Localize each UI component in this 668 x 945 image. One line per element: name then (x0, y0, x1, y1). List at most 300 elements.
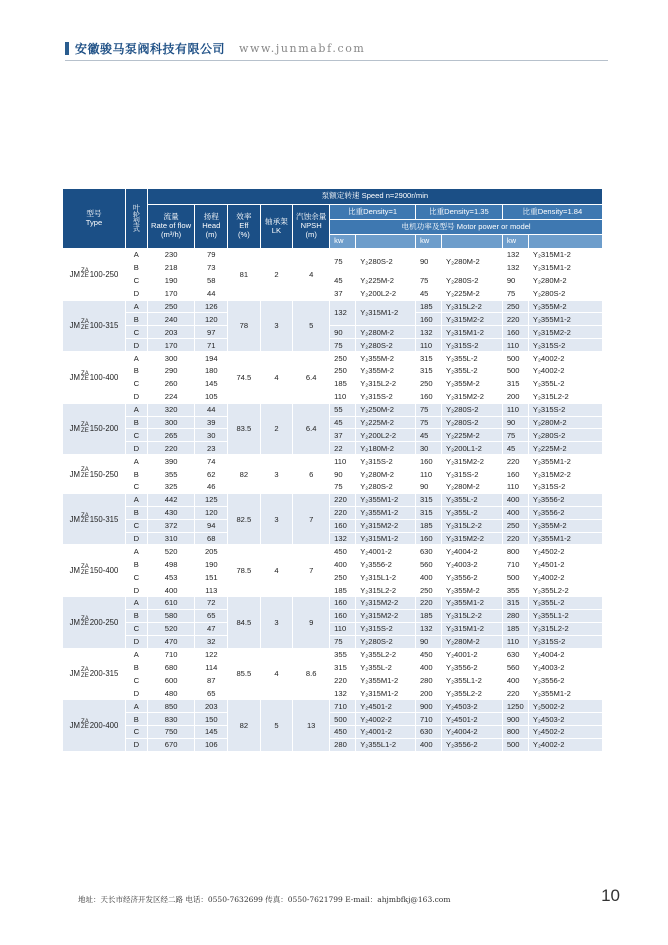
pump-model-size: 100-400 (89, 372, 119, 382)
impeller-type: A (125, 545, 147, 558)
pump-model-label (70, 269, 119, 280)
npsh-value: 6 (293, 455, 330, 494)
head: 74 (195, 455, 228, 468)
motor-model: Y₂3556-2 (442, 571, 503, 584)
motor-kw: 800 (502, 545, 528, 558)
flow-rate: 442 (147, 493, 195, 506)
npsh-value: 5 (293, 300, 330, 352)
motor-model: Y₂355M-2 (356, 365, 416, 378)
impeller-type: C (125, 377, 147, 390)
table-row (63, 493, 603, 506)
head: 145 (195, 377, 228, 390)
head: 145 (195, 725, 228, 738)
motor-kw: 45 (415, 287, 441, 300)
col-lk-header: 轴承架 LK (260, 205, 293, 249)
motor-model: Y₂355L2-2 (356, 648, 416, 661)
motor-kw: 110 (502, 481, 528, 494)
flow-rate: 580 (147, 609, 195, 622)
impeller-type: D (125, 584, 147, 597)
head: 68 (195, 532, 228, 545)
density3-header: 比重Density=1.84 (502, 205, 602, 220)
pump-model-label (70, 668, 119, 679)
pump-model-variant (81, 565, 89, 576)
motor-model: Y₂250M-2 (356, 403, 416, 416)
kw-header-2: kw (415, 235, 441, 249)
motor-model: Y₂315L2-2 (356, 584, 416, 597)
npsh-value: 9 (293, 597, 330, 649)
motor-model: Y₂225M-2 (442, 287, 503, 300)
flow-rate: 600 (147, 674, 195, 687)
motor-kw: 45 (330, 416, 356, 429)
motor-model: Y₂355M1-2 (356, 493, 416, 506)
impeller-type: B (125, 416, 147, 429)
motor-kw: 280 (415, 674, 441, 687)
head: 151 (195, 571, 228, 584)
motor-model: Y₂200L2-2 (356, 287, 416, 300)
flow-rate: 265 (147, 429, 195, 442)
motor-kw: 220 (330, 493, 356, 506)
head: 79 (195, 249, 228, 262)
head: 62 (195, 468, 228, 481)
table-row (63, 713, 603, 726)
motor-model: Y₂315M2-2 (442, 390, 503, 403)
pump-model-prefix: JM (69, 617, 81, 627)
motor-model: Y₂315L2-2 (528, 390, 602, 403)
motor-model: Y₂315S-2 (356, 455, 416, 468)
pump-model-variant-bottom: ZE (81, 376, 89, 383)
pump-model-variant-top: ZA (81, 467, 89, 474)
flow-rate: 218 (147, 261, 195, 274)
table-row (63, 365, 603, 378)
pump-model-prefix: JM (69, 720, 81, 730)
head: 120 (195, 313, 228, 326)
col-eff-header: 效率 Eff (%) (228, 205, 261, 249)
flow-rate: 170 (147, 339, 195, 352)
pump-model (63, 300, 126, 352)
pump-model-variant (81, 423, 89, 434)
motor-model: Y₂4503-2 (442, 700, 503, 713)
motor-kw: 900 (415, 700, 441, 713)
motor-kw: 185 (415, 519, 441, 532)
pump-model-prefix: JM (69, 372, 81, 382)
flow-rate: 830 (147, 713, 195, 726)
motor-model: Y₂280S-2 (442, 416, 503, 429)
motor-kw: 450 (330, 545, 356, 558)
head: 114 (195, 661, 228, 674)
pump-model-label (70, 720, 119, 731)
motor-kw: 160 (415, 455, 441, 468)
motor-kw: 250 (502, 519, 528, 532)
motor-model: Y₂355M-2 (356, 352, 416, 365)
motor-model: Y₂5002-2 (528, 700, 602, 713)
motor-model: Y₂3556-2 (356, 558, 416, 571)
motor-model: Y₂200L1-2 (442, 442, 503, 455)
motor-kw: 90 (502, 416, 528, 429)
table-row (63, 416, 603, 429)
motor-kw: 75 (415, 416, 441, 429)
motor-model: Y₂225M-2 (356, 416, 416, 429)
table-row (63, 249, 603, 262)
table-row (63, 403, 603, 416)
motor-kw: 220 (415, 597, 441, 610)
speed-header: 泵额定转速 Speed n=2900r/min (147, 189, 602, 205)
motor-kw: 400 (415, 661, 441, 674)
impeller-type: D (125, 442, 147, 455)
page-number: 10 (601, 886, 620, 905)
pump-model-variant-top: ZA (81, 422, 89, 429)
motor-kw: 75 (415, 274, 441, 287)
motor-kw: 185 (330, 377, 356, 390)
motor-kw: 110 (502, 339, 528, 352)
impeller-type: B (125, 365, 147, 378)
motor-model: Y₂355L1-2 (528, 609, 602, 622)
pump-model-variant (81, 668, 89, 679)
motor-kw: 110 (415, 339, 441, 352)
impeller-type: B (125, 313, 147, 326)
motor-kw: 132 (415, 326, 441, 339)
motor-kw: 500 (502, 738, 528, 751)
pump-model-size: 200-400 (89, 720, 119, 730)
table-row (63, 506, 603, 519)
head: 122 (195, 648, 228, 661)
head: 44 (195, 287, 228, 300)
flow-rate: 680 (147, 661, 195, 674)
impeller-type: C (125, 429, 147, 442)
pump-model-variant (81, 320, 89, 331)
motor-model: Y₂280S-2 (442, 403, 503, 416)
motor-model: Y₂315M2-2 (356, 609, 416, 622)
pump-model-label (70, 320, 119, 331)
motor-model: Y₂315M1-2 (356, 532, 416, 545)
lk-value: 2 (260, 249, 293, 301)
pump-model-variant (81, 269, 89, 280)
motor-model: Y₂280S-2 (528, 429, 602, 442)
flow-rate: 372 (147, 519, 195, 532)
motor-model: Y₂315S-2 (528, 339, 602, 352)
impeller-type: C (125, 481, 147, 494)
head: 71 (195, 339, 228, 352)
motor-model: Y₂4001-2 (356, 725, 416, 738)
flow-rate: 224 (147, 390, 195, 403)
eff-value: 81 (228, 249, 261, 301)
table-row (63, 468, 603, 481)
motor-model: Y₂315L2-2 (356, 377, 416, 390)
motor-model: Y₂355L-2 (442, 506, 503, 519)
flow-rate: 390 (147, 455, 195, 468)
head: 203 (195, 700, 228, 713)
header-rule (65, 60, 608, 61)
motor-model: Y₂355L1-2 (356, 738, 416, 751)
motor-kw: 280 (330, 738, 356, 751)
head: 73 (195, 261, 228, 274)
motor-kw: 45 (502, 442, 528, 455)
flow-rate: 300 (147, 416, 195, 429)
motor-model: Y₂315M2-2 (356, 597, 416, 610)
motor-kw: 200 (415, 687, 441, 700)
company-name: 安徽骏马泵阀科技有限公司 (75, 41, 226, 56)
motor-model: Y₂4503-2 (528, 713, 602, 726)
lk-value: 3 (260, 493, 293, 545)
pump-model (63, 700, 126, 752)
motor-model: Y₂315L1-2 (356, 571, 416, 584)
table-row (63, 519, 603, 532)
motor-kw: 45 (330, 274, 356, 287)
eff-value: 78.5 (228, 545, 261, 597)
pump-model-prefix: JM (69, 424, 81, 434)
motor-model: Y₂315L2-2 (442, 519, 503, 532)
table-row (63, 352, 603, 365)
pump-model-variant (81, 468, 89, 479)
eff-value: 85.5 (228, 648, 261, 700)
head: 58 (195, 274, 228, 287)
motor-model: Y₂280M-2 (442, 249, 503, 275)
motor-model: Y₂280M-2 (356, 468, 416, 481)
motor-model: Y₂280M-2 (442, 635, 503, 648)
table-row (63, 442, 603, 455)
pump-model-size: 100-315 (89, 321, 119, 331)
head: 44 (195, 403, 228, 416)
motor-model: Y₂355M1-2 (528, 455, 602, 468)
motor-kw: 710 (502, 558, 528, 571)
motor-model: Y₂315M2-2 (442, 532, 503, 545)
motor-kw: 355 (330, 648, 356, 661)
table-row (63, 377, 603, 390)
head: 23 (195, 442, 228, 455)
motor-model: Y₂315M2-2 (356, 519, 416, 532)
lk-value: 2 (260, 403, 293, 455)
flow-rate: 498 (147, 558, 195, 571)
flow-rate: 453 (147, 571, 195, 584)
pump-model (63, 249, 126, 301)
motor-kw: 90 (415, 249, 441, 275)
pump-model-variant-top: ZA (81, 267, 89, 274)
motor-model: Y₂4002-2 (528, 738, 602, 751)
impeller-type: A (125, 455, 147, 468)
pump-model-variant (81, 372, 89, 383)
motor-model: Y₂280M-2 (528, 274, 602, 287)
motor-kw: 110 (330, 622, 356, 635)
motor-kw: 500 (502, 571, 528, 584)
motor-kw: 315 (415, 493, 441, 506)
motor-model: Y₂315M1-2 (356, 300, 416, 326)
motor-kw: 400 (502, 674, 528, 687)
motor-kw: 185 (415, 300, 441, 313)
motor-kw: 185 (415, 609, 441, 622)
motor-kw: 250 (415, 584, 441, 597)
motor-model: Y₂355L-2 (528, 597, 602, 610)
motor-model: Y₂280S-2 (528, 287, 602, 300)
motor-kw: 22 (330, 442, 356, 455)
table-row (63, 390, 603, 403)
head: 194 (195, 352, 228, 365)
pump-performance-table (62, 188, 603, 752)
motor-kw: 132 (502, 261, 528, 274)
flow-rate: 240 (147, 313, 195, 326)
motor-kw: 220 (502, 313, 528, 326)
pump-model (63, 455, 126, 494)
impeller-type: C (125, 519, 147, 532)
pump-model-variant-bottom: ZE (81, 324, 89, 331)
motor-kw: 132 (330, 532, 356, 545)
pump-model-variant-bottom: ZE (81, 427, 89, 434)
motor-kw: 250 (330, 352, 356, 365)
pump-model-variant-bottom: ZE (81, 672, 89, 679)
impeller-type: C (125, 622, 147, 635)
motor-kw: 315 (330, 661, 356, 674)
motor-kw: 37 (330, 429, 356, 442)
lk-value: 5 (260, 700, 293, 752)
pump-model-prefix: JM (69, 669, 81, 679)
motor-model: Y₂315M1-2 (356, 687, 416, 700)
flow-rate: 220 (147, 442, 195, 455)
motor-kw: 315 (415, 365, 441, 378)
footer-address: 地址：天长市经济开发区经二路 电话：0550-7632699 传真：0550-7621799 E-mail：ahjmbfkj@163.com (78, 895, 451, 904)
head: 87 (195, 674, 228, 687)
header-accent-bar (65, 42, 69, 55)
pump-model-variant-top: ZA (81, 667, 89, 674)
motor-kw: 30 (415, 442, 441, 455)
motor-model: Y₂355L-2 (356, 661, 416, 674)
impeller-type: D (125, 339, 147, 352)
pump-model-size: 150-315 (89, 514, 119, 524)
flow-rate: 325 (147, 481, 195, 494)
motor-kw: 132 (502, 249, 528, 262)
motor-model: Y₂4004-2 (442, 545, 503, 558)
motor-kw: 110 (330, 455, 356, 468)
motor-kw: 90 (415, 635, 441, 648)
lk-value: 4 (260, 648, 293, 700)
motor-kw: 90 (415, 481, 441, 494)
impeller-type: A (125, 403, 147, 416)
motor-kw: 220 (502, 532, 528, 545)
motor-model: Y₂355L-2 (528, 377, 602, 390)
flow-rate: 310 (147, 532, 195, 545)
flow-rate: 355 (147, 468, 195, 481)
table-row (63, 597, 603, 610)
company-url: www.junmabf.com (239, 41, 366, 55)
motor-model: Y₂3556-2 (442, 661, 503, 674)
motor-model: Y₂355M-2 (528, 519, 602, 532)
flow-rate: 290 (147, 365, 195, 378)
impeller-type: C (125, 674, 147, 687)
table-row (63, 687, 603, 700)
motor-model: Y₂355M1-2 (356, 674, 416, 687)
pump-model-variant (81, 514, 89, 525)
page-header (65, 38, 365, 58)
col-npsh-header: 汽蚀余量 NPSH (m) (293, 205, 330, 249)
lk-value: 4 (260, 545, 293, 597)
npsh-value: 4 (293, 249, 330, 301)
motor-kw: 630 (502, 648, 528, 661)
motor-kw: 160 (415, 313, 441, 326)
motor-model: Y₂355M-2 (442, 584, 503, 597)
table-row (63, 661, 603, 674)
motor-kw: 355 (502, 584, 528, 597)
motor-model: Y₂355M1-2 (442, 597, 503, 610)
motor-kw: 160 (415, 390, 441, 403)
impeller-type: D (125, 687, 147, 700)
head: 105 (195, 390, 228, 403)
head: 94 (195, 519, 228, 532)
lk-value: 4 (260, 352, 293, 404)
model-header-2 (442, 235, 503, 249)
motor-kw: 160 (330, 609, 356, 622)
impeller-type: B (125, 558, 147, 571)
motor-model: Y₂4001-2 (442, 648, 503, 661)
motor-kw: 75 (330, 339, 356, 352)
impeller-type: A (125, 300, 147, 313)
table-row (63, 455, 603, 468)
motor-model: Y₂4002-2 (528, 352, 602, 365)
motor-model: Y₂4003-2 (528, 661, 602, 674)
motor-model: Y₂315M2-2 (442, 313, 503, 326)
head: 47 (195, 622, 228, 635)
impeller-type: A (125, 249, 147, 262)
motor-model: Y₂315M2-2 (442, 455, 503, 468)
motor-model: Y₂225M-2 (442, 429, 503, 442)
flow-rate: 480 (147, 687, 195, 700)
pump-model (63, 403, 126, 455)
motor-kw: 220 (502, 455, 528, 468)
motor-model: Y₂4002-2 (528, 365, 602, 378)
motor-kw: 710 (330, 700, 356, 713)
motor-model: Y₂4501-2 (442, 713, 503, 726)
motor-model: Y₂315M1-2 (442, 326, 503, 339)
motor-kw: 200 (502, 390, 528, 403)
flow-rate: 850 (147, 700, 195, 713)
motor-kw: 160 (502, 326, 528, 339)
motor-model: Y₂315M2-2 (528, 326, 602, 339)
motor-kw: 500 (330, 713, 356, 726)
npsh-value: 13 (293, 700, 330, 752)
motor-model: Y₂355M1-2 (356, 506, 416, 519)
impeller-type: A (125, 648, 147, 661)
flow-rate: 750 (147, 725, 195, 738)
motor-model: Y₂4501-2 (528, 558, 602, 571)
motor-model: Y₂315S-2 (528, 403, 602, 416)
head: 97 (195, 326, 228, 339)
motor-model: Y₂355M1-2 (528, 687, 602, 700)
motor-kw: 220 (330, 674, 356, 687)
motor-kw: 500 (502, 365, 528, 378)
impeller-type: A (125, 352, 147, 365)
motor-model: Y₂355L2-2 (528, 584, 602, 597)
npsh-value: 7 (293, 493, 330, 545)
motor-model: Y₂355M-2 (442, 377, 503, 390)
motor-kw: 500 (502, 352, 528, 365)
motor-model: Y₂315M2-2 (528, 468, 602, 481)
motor-kw: 90 (330, 326, 356, 339)
density1-header: 比重Density=1 (330, 205, 416, 220)
pump-model-variant-top: ZA (81, 718, 89, 725)
motor-kw: 75 (415, 403, 441, 416)
motor-kw: 110 (502, 403, 528, 416)
flow-rate: 470 (147, 635, 195, 648)
table-row (63, 300, 603, 313)
pump-model-prefix: JM (69, 514, 81, 524)
motor-kw: 400 (502, 493, 528, 506)
head: 190 (195, 558, 228, 571)
head: 126 (195, 300, 228, 313)
pump-model-variant-bottom: ZE (81, 473, 89, 480)
pump-model-variant-bottom: ZE (81, 518, 89, 525)
motor-kw: 900 (502, 713, 528, 726)
motor-model: Y₂200L2-2 (356, 429, 416, 442)
motor-model: Y₂280M-2 (356, 326, 416, 339)
motor-model: Y₂355M-2 (528, 300, 602, 313)
motor-model: Y₂280S-2 (356, 339, 416, 352)
motor-kw: 110 (502, 635, 528, 648)
